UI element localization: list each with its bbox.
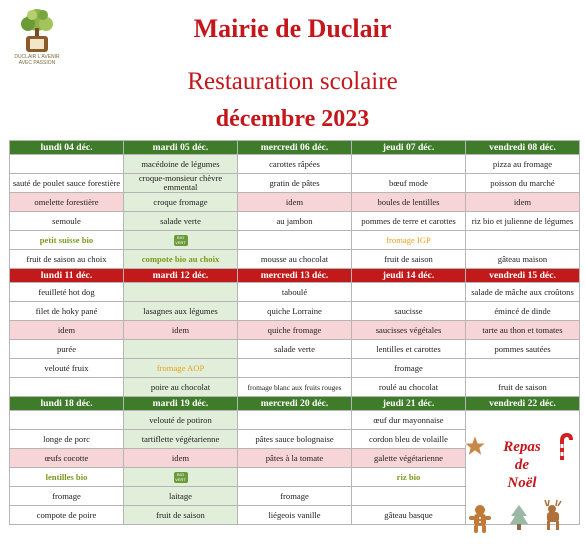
menu-cell: purée bbox=[10, 340, 124, 359]
menu-cell: fruit de saison bbox=[352, 250, 466, 269]
menu-cell: fruit de saison au choix bbox=[10, 250, 124, 269]
menu-cell: poire au chocolat bbox=[124, 378, 238, 397]
menu-cell: compote de poire bbox=[10, 506, 124, 525]
menu-cell: carottes râpées bbox=[238, 155, 352, 174]
menu-cell: pommes de terre et carottes bbox=[352, 212, 466, 231]
menu-cell: lentilles et carottes bbox=[352, 340, 466, 359]
day-header: mardi 05 déc. bbox=[124, 141, 238, 155]
menu-cell: salade verte bbox=[238, 340, 352, 359]
menu-cell: poisson du marché bbox=[466, 174, 580, 193]
menu-cell bbox=[238, 468, 352, 487]
page-title: Mairie de Duclair bbox=[193, 14, 392, 43]
menu-row bbox=[10, 340, 580, 359]
menu-cell: boules de lentilles bbox=[352, 193, 466, 212]
day-header: lundi 18 déc. bbox=[10, 397, 124, 411]
menu-cell bbox=[124, 340, 238, 359]
menu-cell: idem bbox=[124, 321, 238, 340]
menu-cell-aop: fromage AOP bbox=[124, 359, 238, 378]
menu-cell: croque fromage bbox=[124, 193, 238, 212]
menu-cell bbox=[238, 411, 352, 430]
menu-cell: fromage bbox=[238, 487, 352, 506]
menu-cell: idem bbox=[124, 449, 238, 468]
menu-cell: saucisses végétales bbox=[352, 321, 466, 340]
menu-cell bbox=[124, 283, 238, 302]
day-header: vendredi 08 déc. bbox=[466, 141, 580, 155]
menu-cell: idem bbox=[466, 193, 580, 212]
menu-cell: feuilleté hot dog bbox=[10, 283, 124, 302]
menu-cell: fromage bbox=[10, 487, 124, 506]
gingerbread-star-icon bbox=[463, 434, 487, 458]
menu-cell: pommes sautées bbox=[466, 340, 580, 359]
menu-cell-bio: riz bio bbox=[352, 468, 466, 487]
day-header: vendredi 22 déc. bbox=[466, 397, 580, 411]
menu-cell bbox=[238, 231, 352, 250]
gingerbread-man-icon bbox=[469, 504, 491, 534]
week-header-row bbox=[10, 269, 580, 283]
menu-cell: tartiflette végétarienne bbox=[124, 430, 238, 449]
menu-cell bbox=[352, 283, 466, 302]
menu-cell: au jambon bbox=[238, 212, 352, 231]
menu-cell: fruit de saison bbox=[466, 378, 580, 397]
day-header: jeudi 07 déc. bbox=[352, 141, 466, 155]
menu-cell-bio: compote bio au choix bbox=[124, 250, 238, 269]
month-title: décembre 2023 bbox=[215, 106, 370, 132]
day-header: mercredi 06 déc. bbox=[238, 141, 352, 155]
menu-cell bbox=[124, 468, 238, 487]
menu-cell: tarte au thon et tomates bbox=[466, 321, 580, 340]
menu-row bbox=[10, 302, 580, 321]
menu-row bbox=[10, 359, 580, 378]
day-header: mercredi 13 déc. bbox=[238, 269, 352, 283]
menu-cell: velouté de potiron bbox=[124, 411, 238, 430]
menu-row bbox=[10, 378, 580, 397]
menu-cell: fromage blanc aux fruits rouges bbox=[238, 378, 352, 397]
menu-cell: pâtes sauce bolognaise bbox=[238, 430, 352, 449]
menu-cell: laitage bbox=[124, 487, 238, 506]
menu-row-alt bbox=[10, 193, 580, 212]
christmas-tree-icon bbox=[509, 504, 529, 532]
menu-cell: œuf dur mayonnaise bbox=[352, 411, 466, 430]
menu-cell: gratin de pâtes bbox=[238, 174, 352, 193]
menu-cell: saucisse bbox=[352, 302, 466, 321]
menu-cell: sauté de poulet sauce forestière bbox=[10, 174, 124, 193]
day-header: jeudi 21 déc. bbox=[352, 397, 466, 411]
menu-cell: semoule bbox=[10, 212, 124, 231]
menu-cell bbox=[10, 155, 124, 174]
christmas-meal-block bbox=[457, 428, 579, 544]
menu-cell: œufs cocotte bbox=[10, 449, 124, 468]
menu-cell: idem bbox=[238, 193, 352, 212]
menu-cell: croque-monsieur chèvre emmental bbox=[124, 174, 238, 193]
menu-cell: gâteau basque bbox=[352, 506, 466, 525]
menu-cell bbox=[352, 155, 466, 174]
day-header: mardi 12 déc. bbox=[124, 269, 238, 283]
menu-row bbox=[10, 212, 580, 231]
menu-cell bbox=[10, 411, 124, 430]
menu-cell: longe de porc bbox=[10, 430, 124, 449]
menu-row bbox=[10, 174, 580, 193]
menu-row bbox=[10, 411, 580, 430]
menu-cell: filet de hoky pané bbox=[10, 302, 124, 321]
menu-row bbox=[10, 250, 580, 269]
menu-cell bbox=[466, 231, 580, 250]
menu-cell: mousse au chocolat bbox=[238, 250, 352, 269]
day-header: mardi 19 déc. bbox=[124, 397, 238, 411]
menu-cell: lasagnes aux légumes bbox=[124, 302, 238, 321]
menu-cell: velouté fruix bbox=[10, 359, 124, 378]
day-header: lundi 04 déc. bbox=[10, 141, 124, 155]
week-header-row bbox=[10, 141, 580, 155]
menu-cell bbox=[352, 487, 466, 506]
noel-title: Repas de Noël bbox=[503, 439, 541, 491]
menu-cell bbox=[124, 231, 238, 250]
menu-row bbox=[10, 231, 580, 250]
menu-cell-bio: petit suisse bio bbox=[10, 231, 124, 250]
menu-cell: quiche fromage bbox=[238, 321, 352, 340]
bio-label-icon: BIO VERT bbox=[175, 234, 186, 245]
menu-cell: macédoine de légumes bbox=[124, 155, 238, 174]
menu-cell: taboulé bbox=[238, 283, 352, 302]
menu-cell: émincé de dinde bbox=[466, 302, 580, 321]
day-header: vendredi 15 déc. bbox=[466, 269, 580, 283]
menu-cell: fruit de saison bbox=[124, 506, 238, 525]
menu-cell: quiche Lorraine bbox=[238, 302, 352, 321]
bio-label-icon: BIO VERT bbox=[175, 471, 186, 482]
menu-cell: riz bio et julienne de légumes bbox=[466, 212, 580, 231]
menu-cell: roulé au chocolat bbox=[352, 378, 466, 397]
logo-text: DUCLAIR L'AVENIR AVEC PASSION bbox=[14, 54, 60, 66]
menu-cell bbox=[10, 378, 124, 397]
menu-cell-igp: fromage IGP bbox=[352, 231, 466, 250]
menu-cell: fromage bbox=[352, 359, 466, 378]
menu-cell: pizza au fromage bbox=[466, 155, 580, 174]
menu-cell: idem bbox=[10, 321, 124, 340]
menu-cell: omelette forestière bbox=[10, 193, 124, 212]
day-header: mercredi 20 déc. bbox=[238, 397, 352, 411]
day-header: lundi 11 déc. bbox=[10, 269, 124, 283]
menu-row bbox=[10, 283, 580, 302]
menu-cell: cordon bleu de volaille bbox=[352, 430, 466, 449]
menu-cell: pâtes à la tomate bbox=[238, 449, 352, 468]
menu-cell bbox=[238, 359, 352, 378]
menu-row bbox=[10, 155, 580, 174]
menu-cell: salade verte bbox=[124, 212, 238, 231]
menu-cell: gâteau maison bbox=[466, 250, 580, 269]
menu-cell bbox=[466, 359, 580, 378]
menu-cell-bio: lentilles bio bbox=[10, 468, 124, 487]
menu-cell: liégeois vanille bbox=[238, 506, 352, 525]
menu-cell: galette végétarienne bbox=[352, 449, 466, 468]
reindeer-icon bbox=[539, 498, 565, 532]
menu-row-alt bbox=[10, 321, 580, 340]
candy-cane-icon bbox=[557, 432, 573, 462]
page-subtitle: Restauration scolaire bbox=[187, 68, 398, 95]
menu-cell: bœuf mode bbox=[352, 174, 466, 193]
day-header: jeudi 14 déc. bbox=[352, 269, 466, 283]
week-header-row bbox=[10, 397, 580, 411]
menu-cell: salade de mâche aux croûtons bbox=[466, 283, 580, 302]
